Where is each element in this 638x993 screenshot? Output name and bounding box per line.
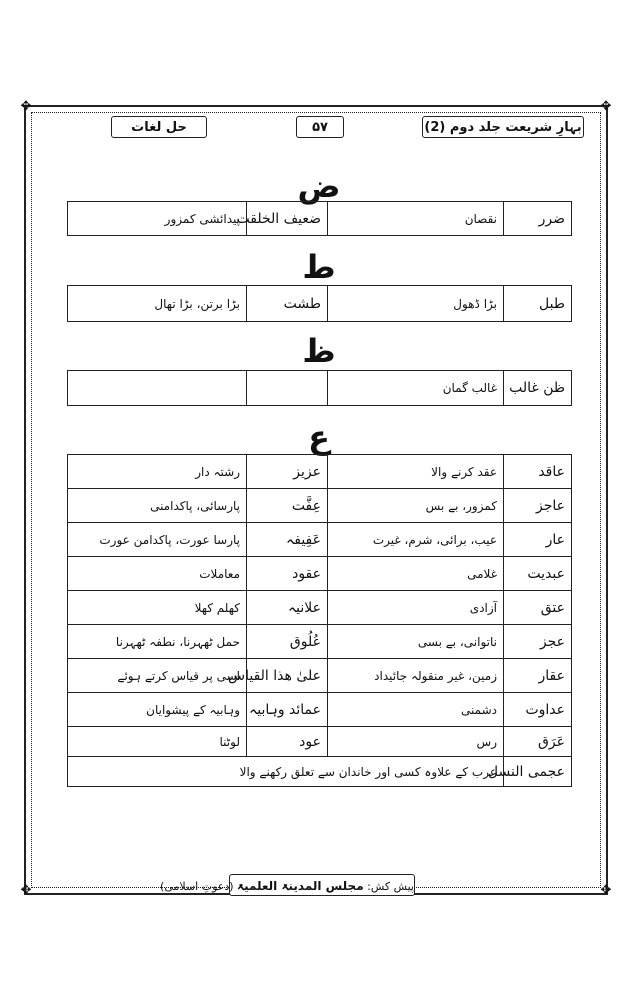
meaning: زمین، غیر منقولہ جائیداد	[328, 659, 504, 693]
section-letter: ط	[302, 248, 336, 286]
footer-organization: (دعوتِ اسلامی)	[160, 880, 234, 893]
meaning: عیب، برائی، شرم، غیرت	[328, 523, 504, 557]
table-row	[68, 286, 572, 322]
meaning: عقد کرنے والا	[328, 455, 504, 489]
meaning: غالب گمان	[328, 371, 504, 406]
term: طبل	[504, 286, 572, 322]
term: عقود	[247, 557, 328, 591]
footer-publisher	[160, 874, 415, 896]
corner-ornament: ✥	[600, 883, 612, 898]
meaning: بڑا برتن، بڑا تھال	[68, 286, 247, 322]
table-row	[68, 727, 572, 757]
term: عاجز	[504, 489, 572, 523]
term: ظن غالب	[504, 371, 572, 406]
term: عَفِیفہ	[247, 523, 328, 557]
meaning: اسی پر قیاس کرتے ہوئے	[68, 659, 247, 693]
table-row	[68, 489, 572, 523]
table-row	[68, 557, 572, 591]
term	[247, 371, 328, 406]
footer-presenter: پیش کش:	[367, 880, 414, 893]
table-row	[68, 523, 572, 557]
table-row	[68, 659, 572, 693]
book-title: بہارِ شریعت جلد دوم (2)	[422, 116, 584, 138]
section-letter: ع	[308, 418, 330, 456]
table-row	[68, 591, 572, 625]
term: عتق	[504, 591, 572, 625]
term: عبدیت	[504, 557, 572, 591]
section-letter: ض	[297, 167, 341, 205]
term: ضرر	[504, 202, 572, 236]
meaning: رشتہ دار	[68, 455, 247, 489]
meaning: پارسا عورت، پاکدامن عورت	[68, 523, 247, 557]
glossary-table	[67, 370, 572, 406]
glossary-table	[67, 285, 572, 322]
term: علانیہ	[247, 591, 328, 625]
term: عُلُوق	[247, 625, 328, 659]
term: علیٰ ھذا القیاس	[247, 659, 328, 693]
meaning: لوٹنا	[68, 727, 247, 757]
meaning: رس	[328, 727, 504, 757]
section-title: حل لغات	[111, 116, 207, 138]
section-letter: ظ	[302, 332, 336, 370]
meaning: آزادی	[328, 591, 504, 625]
meaning: غلامی	[328, 557, 504, 591]
corner-ornament: ✥	[20, 99, 32, 114]
table-row	[68, 625, 572, 659]
term: عار	[504, 523, 572, 557]
term: عزیز	[247, 455, 328, 489]
meaning: کمزور، بے بس	[328, 489, 504, 523]
table-row	[68, 455, 572, 489]
meaning: پیدائشی کمزور	[68, 202, 247, 236]
table-row	[68, 371, 572, 406]
term: عمائد وہابیہ	[247, 693, 328, 727]
footer-publisher-name: مجلس المدینۃ العلمیۃ	[237, 879, 364, 893]
meaning: بڑا ڈھول	[328, 286, 504, 322]
meaning: عرب کے علاوہ کسی اور خاندان سے تعلق رکھنے والا	[68, 757, 504, 787]
table-row	[68, 202, 572, 236]
meaning: وہابیہ کے پیشوایان	[68, 693, 247, 727]
term: عاقد	[504, 455, 572, 489]
term: عِفَّت	[247, 489, 328, 523]
corner-ornament: ✥	[20, 883, 32, 898]
term: عجز	[504, 625, 572, 659]
meaning: ناتوانی، بے بسی	[328, 625, 504, 659]
meaning: پارسائی، پاکدامنی	[68, 489, 247, 523]
table-row	[68, 693, 572, 727]
page-number: ۵۷	[296, 116, 344, 138]
term: ضعیف الخلقت	[247, 202, 328, 236]
meaning: کھلم کھلا	[68, 591, 247, 625]
meaning: نقصان	[328, 202, 504, 236]
glossary-table	[67, 201, 572, 236]
term: طشت	[247, 286, 328, 322]
table-row	[68, 757, 572, 787]
meaning: دشمنی	[328, 693, 504, 727]
term: عود	[247, 727, 328, 757]
term: عَرَق	[504, 727, 572, 757]
meaning	[68, 371, 247, 406]
glossary-table	[67, 454, 572, 787]
term: عداوت	[504, 693, 572, 727]
term: عقار	[504, 659, 572, 693]
term: عجمی النسل	[504, 757, 572, 787]
meaning: حمل ٹھہرنا، نطفہ ٹھہرنا	[68, 625, 247, 659]
corner-ornament: ✥	[600, 99, 612, 114]
meaning: معاملات	[68, 557, 247, 591]
